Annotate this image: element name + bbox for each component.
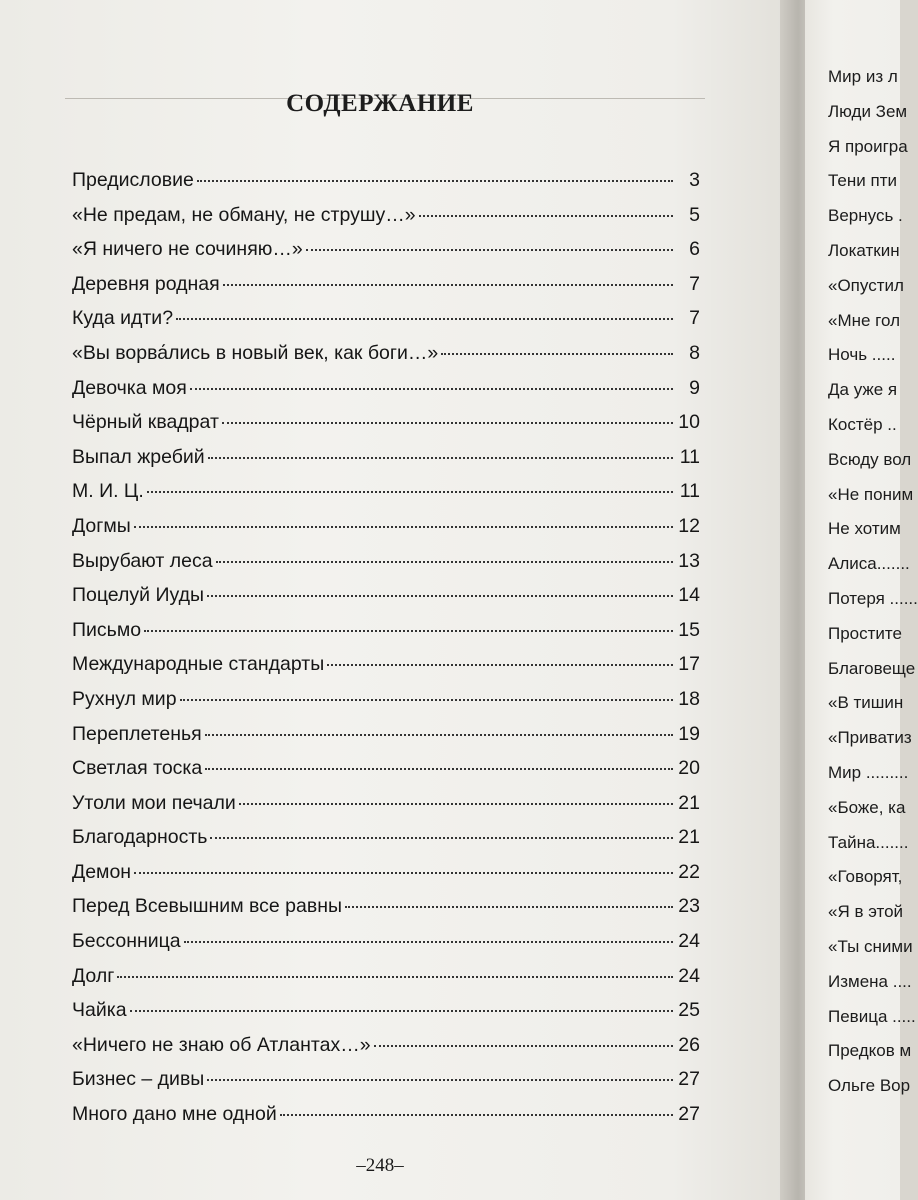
toc-entry	[72, 301, 700, 336]
toc-entry-title: Догмы	[72, 514, 131, 537]
toc-entry-page: 14	[678, 584, 700, 607]
toc-entry-title: Чёрный квадрат	[72, 411, 219, 434]
toc-entry-page: 27	[678, 1103, 700, 1126]
right-page-entry: Тайна.......	[828, 832, 909, 852]
right-page-entry: Мир из л	[828, 67, 898, 86]
dot-leader	[180, 698, 673, 701]
toc-entry-title: «Не предам, не обману, не струшу…»	[72, 203, 416, 226]
toc-entry	[72, 924, 700, 959]
dot-leader	[374, 1044, 673, 1047]
toc-entry-title: Деревня родная	[72, 272, 220, 295]
toc-entry	[72, 267, 700, 302]
right-page-entry: «Боже, ка	[828, 797, 906, 817]
toc-entry-page: 11	[679, 445, 700, 468]
toc-entry-page: 25	[678, 999, 700, 1022]
toc-entry	[72, 647, 700, 682]
dot-leader	[210, 836, 673, 839]
toc-entry	[72, 717, 700, 752]
right-page-entry: Тени пти	[828, 171, 897, 191]
contents-heading: СОДЕРЖАНИЕ	[286, 90, 474, 117]
toc-entry-page: 24	[678, 964, 700, 987]
dot-leader	[222, 421, 673, 424]
dot-leader	[216, 560, 673, 563]
toc-entry-title: «Ничего не знаю об Атлантах…»	[72, 1033, 371, 1056]
page-number: –248–	[356, 1155, 404, 1176]
toc-entry-page: 19	[678, 722, 700, 745]
dot-leader	[345, 905, 673, 908]
toc-entry-page: 15	[678, 618, 700, 641]
dot-leader	[184, 940, 673, 943]
right-page-entry: «Мне гол	[828, 310, 901, 330]
toc-entry-page: 21	[678, 826, 700, 849]
toc-entry	[72, 198, 700, 233]
toc-entry	[72, 578, 700, 613]
toc-entry-title: «Я ничего не сочиняю…»	[72, 238, 303, 261]
toc-entry-page: 27	[678, 1068, 700, 1091]
right-page-entry: «Опустил	[828, 275, 904, 295]
toc-entry	[72, 1028, 700, 1063]
toc-entry-title: Предисловие	[72, 169, 194, 191]
toc-entry-title: Бессонница	[72, 930, 181, 953]
right-page-entry: Вернусь .	[828, 206, 903, 226]
right-page-entry: Предков м	[828, 1041, 912, 1061]
dot-leader	[327, 663, 673, 666]
toc-entry-page: 12	[678, 514, 700, 537]
toc-entry-page: 23	[678, 895, 700, 918]
dot-leader	[419, 214, 673, 217]
toc-entry-title: Перед Всевышним все равны	[72, 895, 343, 918]
right-page-entry: Всюду вол	[828, 449, 912, 469]
dot-leader	[223, 283, 673, 286]
toc-entry-page: 8	[689, 341, 700, 364]
right-page-entry: Ночь .....	[828, 345, 896, 365]
toc-entry-page: 13	[678, 549, 700, 572]
toc-entry-title: Утоли мои печали	[72, 791, 236, 814]
toc-entry-title: М. И. Ц.	[72, 480, 144, 503]
toc-entry-page: 26	[678, 1033, 700, 1056]
toc-entry-page: 3	[689, 169, 700, 191]
right-page-entry: Да уже я	[828, 380, 898, 400]
toc-entry-title: Демон	[72, 860, 132, 883]
toc-entry	[72, 1097, 700, 1132]
dot-leader	[239, 802, 673, 805]
right-page-entry: Благовеще	[828, 658, 916, 678]
dot-leader	[208, 456, 673, 459]
dot-leader	[205, 767, 673, 770]
toc-entry-page: 24	[678, 930, 700, 953]
right-page-entry: Локаткин	[828, 240, 900, 260]
toc-entry-title: Куда идти?	[72, 307, 174, 330]
toc-entry	[72, 544, 700, 579]
dot-leader	[176, 317, 673, 320]
toc-entry	[72, 959, 700, 994]
toc-entry-title: Поцелуй Иуды	[72, 584, 204, 607]
dot-leader	[144, 629, 673, 632]
dot-leader	[117, 975, 673, 978]
toc-entry-title: Много дано мне одной	[72, 1103, 277, 1126]
toc-entry-page: 7	[689, 307, 700, 330]
toc-entry	[72, 509, 700, 544]
right-page-entry: «Ты сними	[828, 936, 913, 956]
right-page-entry: Не хотим	[828, 519, 901, 539]
toc-entry-page: 17	[678, 653, 700, 676]
toc-entry	[72, 405, 700, 440]
toc-entry-page: 18	[678, 687, 700, 710]
toc-entry-title: Светлая тоска	[72, 757, 203, 780]
dot-leader	[205, 733, 673, 736]
right-page-entry: «Не поним	[828, 484, 914, 504]
toc-entry	[72, 336, 700, 371]
right-page-entry: Алиса.......	[828, 554, 910, 574]
right-page-entry: Измена ....	[828, 971, 912, 991]
dot-leader	[280, 1113, 673, 1116]
right-page-entries	[828, 60, 918, 1104]
toc-entry-title: Долг	[72, 964, 115, 987]
toc-entry	[72, 855, 700, 890]
dot-leader	[441, 352, 673, 355]
toc-entry-title: Международные стандарты	[72, 653, 325, 676]
toc-entry	[72, 371, 700, 406]
toc-entry-page: 6	[689, 238, 700, 261]
toc-entry-title: Благодарность	[72, 826, 208, 849]
toc-entry	[72, 889, 700, 924]
toc-entry	[72, 1062, 700, 1097]
toc-entry	[72, 440, 700, 475]
right-page-entry: Певица .....	[828, 1006, 916, 1026]
right-page-entry: «Я в этой	[828, 902, 904, 922]
toc-entry	[72, 613, 700, 648]
toc-entry-title: Бизнес – дивы	[72, 1068, 205, 1091]
toc-entry-page: 20	[678, 757, 700, 780]
right-page-entry: Я проигра	[828, 136, 908, 156]
right-page-entry: Ольге Вор	[828, 1076, 911, 1096]
dot-leader	[130, 1009, 673, 1012]
dot-leader	[197, 179, 673, 182]
toc-entry	[72, 993, 700, 1028]
dot-leader	[207, 594, 673, 597]
right-page-entry: «В тишин	[828, 693, 904, 713]
toc-entry	[72, 820, 700, 855]
dot-leader	[306, 248, 673, 251]
toc-entry-title: Вырубают леса	[72, 549, 213, 572]
toc-entry-page: 21	[678, 791, 700, 814]
dot-leader	[147, 490, 673, 493]
toc-entry-page: 22	[678, 860, 700, 883]
dot-leader	[207, 1078, 673, 1081]
dot-leader	[134, 525, 673, 528]
toc-entry	[72, 786, 700, 821]
right-page-entry: «Говорят,	[828, 867, 903, 887]
toc-entry-title: Выпал жребий	[72, 445, 205, 468]
toc-entry	[72, 232, 700, 267]
toc-entry	[72, 474, 700, 509]
right-page-entry: «Приватиз	[828, 728, 912, 748]
toc-entry	[72, 163, 700, 198]
toc-entry	[72, 751, 700, 786]
right-page-entry: Простите	[828, 623, 902, 643]
toc-entry-title: Рухнул мир	[72, 687, 177, 710]
toc-entry-page: 10	[678, 411, 700, 434]
right-page-entry: Потеря ......	[828, 588, 918, 608]
toc-entry-page: 9	[689, 376, 700, 399]
toc-entry-title: Письмо	[72, 618, 142, 641]
dot-leader	[190, 387, 673, 390]
dot-leader	[134, 871, 673, 874]
right-page-entry: Люди Зем	[828, 101, 908, 121]
toc-entry	[72, 682, 700, 717]
toc-entry-title: Девочка моя	[72, 376, 187, 399]
table-of-contents	[72, 163, 700, 1132]
right-page-entry: Мир .........	[828, 762, 909, 782]
toc-entry-page: 5	[689, 203, 700, 226]
right-page-entry: Костёр ..	[828, 414, 897, 434]
toc-entry-page: 7	[689, 272, 700, 295]
toc-entry-title: Чайка	[72, 999, 127, 1022]
toc-entry-title: «Вы ворва́лись в новый век, как боги…»	[72, 341, 439, 364]
toc-entry-page: 11	[679, 480, 700, 503]
toc-entry-title: Переплетенья	[72, 722, 202, 745]
